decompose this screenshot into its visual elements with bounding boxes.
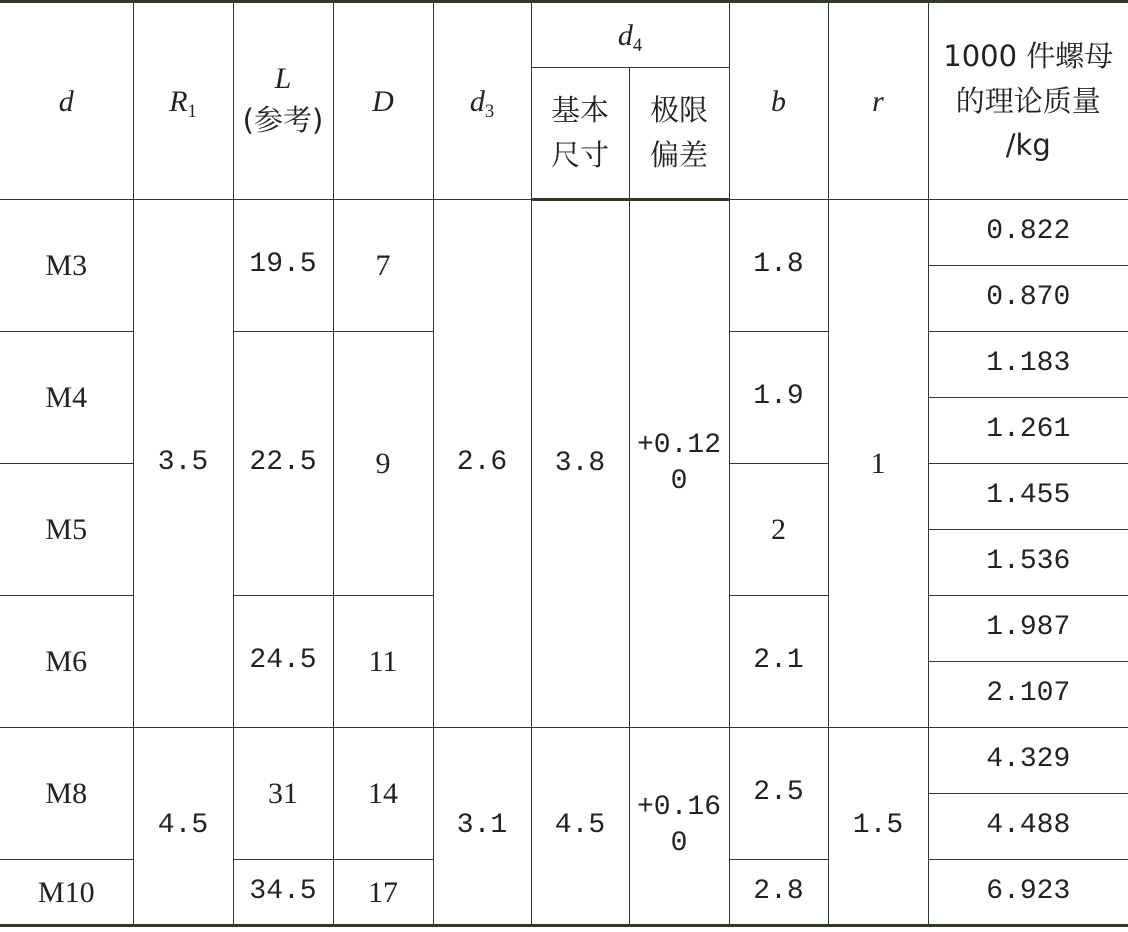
cell-cap-d-m6: 11 — [333, 596, 433, 728]
cell-cap-d-m8: 14 — [333, 728, 433, 860]
cell-mass-m3-b: 0.870 — [928, 266, 1128, 332]
cell-d-m3: M3 — [0, 200, 133, 332]
cell-l-m6: 24.5 — [233, 596, 333, 728]
cell-d-m4: M4 — [0, 332, 133, 464]
cell-d3-group1: 2.6 — [433, 200, 531, 728]
cell-b-m3: 1.8 — [729, 200, 828, 332]
cell-mass-m10: 6.923 — [928, 860, 1128, 926]
header-d: d — [0, 2, 133, 200]
cell-d-m6: M6 — [0, 596, 133, 728]
cell-l-m4-m5: 22.5 — [233, 332, 333, 596]
cell-cap-d-m3: 7 — [333, 200, 433, 332]
cell-mass-m8-b: 4.488 — [928, 794, 1128, 860]
cell-d-m8: M8 — [0, 728, 133, 860]
header-d4-basic-size: 基本尺寸 — [531, 68, 629, 200]
cell-l-m8: 31 — [233, 728, 333, 860]
cell-d-m5: M5 — [0, 464, 133, 596]
header-r: r — [828, 2, 928, 200]
cell-mass-m5-a: 1.455 — [928, 464, 1128, 530]
cell-b-m8: 2.5 — [729, 728, 828, 860]
cell-b-m6: 2.1 — [729, 596, 828, 728]
cell-l-m10: 34.5 — [233, 860, 333, 926]
cell-r1-group2: 4.5 — [133, 728, 233, 926]
header-l: L (参考) — [233, 2, 333, 200]
cell-l-m3: 19.5 — [233, 200, 333, 332]
cell-d-m10: M10 — [0, 860, 133, 926]
cell-mass-m6-a: 1.987 — [928, 596, 1128, 662]
cell-mass-m5-b: 1.536 — [928, 530, 1128, 596]
cell-r-group2: 1.5 — [828, 728, 928, 926]
cell-mass-m8-a: 4.329 — [928, 728, 1128, 794]
cell-mass-m6-b: 2.107 — [928, 662, 1128, 728]
cell-cap-d-m4-m5: 9 — [333, 332, 433, 596]
header-b: b — [729, 2, 828, 200]
cell-r-group1: 1 — [828, 200, 928, 728]
cell-b-m10: 2.8 — [729, 860, 828, 926]
cell-b-m5: 2 — [729, 464, 828, 596]
header-cap-d: D — [333, 2, 433, 200]
header-mass: 1000 件螺母 的理论质量 /kg — [928, 2, 1128, 200]
header-d4-limit-deviation: 极限偏差 — [629, 68, 729, 200]
cell-cap-d-m10: 17 — [333, 860, 433, 926]
header-d3: $d_3$ — [433, 2, 531, 200]
cell-d4-dev-group1: +0.12 0 — [629, 200, 729, 728]
cell-d3-group2: 3.1 — [433, 728, 531, 926]
cell-mass-m3-a: 0.822 — [928, 200, 1128, 266]
cell-r1-group1: 3.5 — [133, 200, 233, 728]
cell-mass-m4-a: 1.183 — [928, 332, 1128, 398]
cell-d4-basic-group1: 3.8 — [531, 200, 629, 728]
cell-d4-basic-group2: 4.5 — [531, 728, 629, 926]
cell-d4-dev-group2: +0.16 0 — [629, 728, 729, 926]
cell-b-m4: 1.9 — [729, 332, 828, 464]
header-d4: $d_4$ — [531, 2, 729, 68]
header-r1: $R_1$ — [133, 2, 233, 200]
cell-mass-m4-b: 1.261 — [928, 398, 1128, 464]
